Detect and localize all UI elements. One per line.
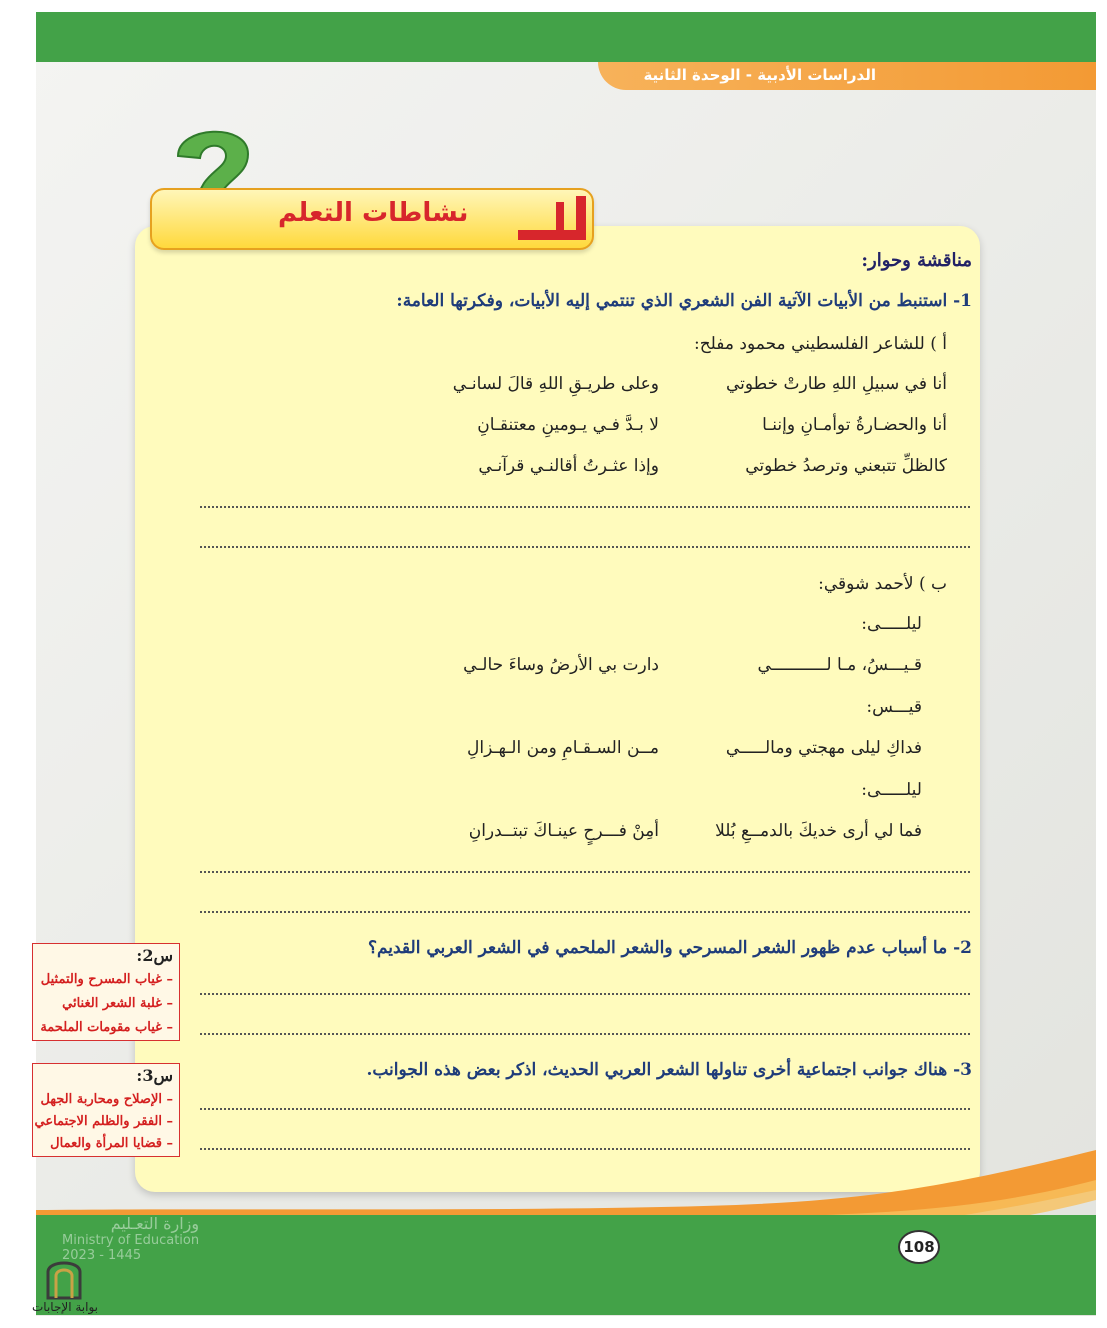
verse-right: كالظلِّ تتبعني وترصدُ خطوتي — [745, 456, 947, 476]
answer-line — [200, 546, 970, 548]
speaker-laila: ليلـــــى: — [861, 780, 922, 800]
side-note-label: س3: — [136, 1066, 173, 1085]
answer-line — [200, 1108, 970, 1110]
answer-line — [200, 993, 970, 995]
side-note-s2 — [32, 943, 180, 1041]
side-note-item: – قضايا المرأة والعمال — [50, 1136, 173, 1151]
verse-right: فداكِ ليلى مهجتي ومالـــــي — [725, 738, 922, 758]
verse-left: دارت بي الأرضُ وساءَ حالـي — [463, 655, 659, 675]
verse-left: وإذا عثـرتُ أقالنـي قرآنـي — [478, 456, 659, 476]
activities-card — [135, 226, 980, 1192]
speaker-qais: قيـــس: — [866, 697, 922, 717]
page-number: 108 — [898, 1230, 940, 1264]
answer-line — [200, 1033, 970, 1035]
side-note-label: س2: — [136, 946, 173, 965]
red-ribbon-icon — [516, 194, 596, 240]
verse-right: أنا والحضـارةُ توأمـانِ وإننـا — [762, 415, 947, 435]
unit-label: الدراسات الأدبية - الوحدة الثانية — [643, 66, 876, 84]
question-3: 3- هناك جوانب اجتماعية أخرى تناولها الشعر العربي الحديث، اذكر بعض هذه الجوانب. — [366, 1060, 972, 1080]
ministry-year: 2023 - 1445 — [62, 1248, 142, 1263]
verse-left: وعلى طريـقِ اللهِ قالَ لسانـي — [452, 374, 659, 394]
question-2: 2- ما أسباب عدم ظهور الشعر المسرحي والشعر الملحمي في الشعر العربي القديم؟ — [367, 938, 972, 958]
verse-left: مــن السـقـامِ ومن الـهـزالِ — [467, 738, 659, 758]
section-title: نشاطات التعلم — [278, 198, 469, 228]
ministry-name-ar: وزارة التعـليم — [110, 1214, 200, 1233]
verse-left: أمِنْ فـــرحٍ عينـاكَ تبتــدرانِ — [468, 821, 659, 841]
answer-line — [200, 506, 970, 508]
side-note-s3 — [32, 1063, 180, 1157]
top-green-band — [36, 12, 1096, 62]
portal-name: بوابة الإجابات — [32, 1300, 99, 1314]
side-note-item: – غياب المسرح والتمثيل — [40, 972, 173, 987]
speaker-laila: ليلـــــى: — [861, 614, 922, 634]
verse-right: قـيـــسُ، مـا لـــــــــــي — [757, 655, 922, 675]
unit-strip — [598, 62, 1096, 90]
portal-logo-icon — [44, 1254, 84, 1300]
verse-left: لا بـدَّ فـي يـومينِ معتنقـانِ — [477, 415, 659, 435]
side-note-item: – الإصلاح ومحاربة الجهل — [40, 1092, 173, 1107]
answer-line — [200, 911, 970, 913]
answer-line — [200, 871, 970, 873]
question-1: 1- استنبط من الأبيات الآتية الفن الشعري الذي تنتمي إليه الأبيات، وفكرتها العامة: — [396, 291, 972, 311]
side-note-item: – غلبة الشعر الغنائي — [62, 996, 173, 1011]
side-note-item: – غياب مقومات الملحمة — [40, 1020, 173, 1035]
verse-right: فما لي أرى خديكَ بالدمــعِ بُللا — [715, 821, 922, 841]
q1-a-intro: أ ) للشاعر الفلسطيني محمود مفلح: — [693, 334, 947, 354]
discussion-heading: مناقشة وحوار: — [861, 250, 972, 271]
side-note-item: – الفقر والظلم الاجتماعي — [34, 1114, 173, 1129]
q1-b-intro: ب ) لأحمد شوقي: — [818, 574, 947, 594]
ministry-name-en: Ministry of Education — [62, 1233, 200, 1248]
verse-right: أنا في سبيلِ اللهِ طارتْ خطوتي — [725, 374, 947, 394]
